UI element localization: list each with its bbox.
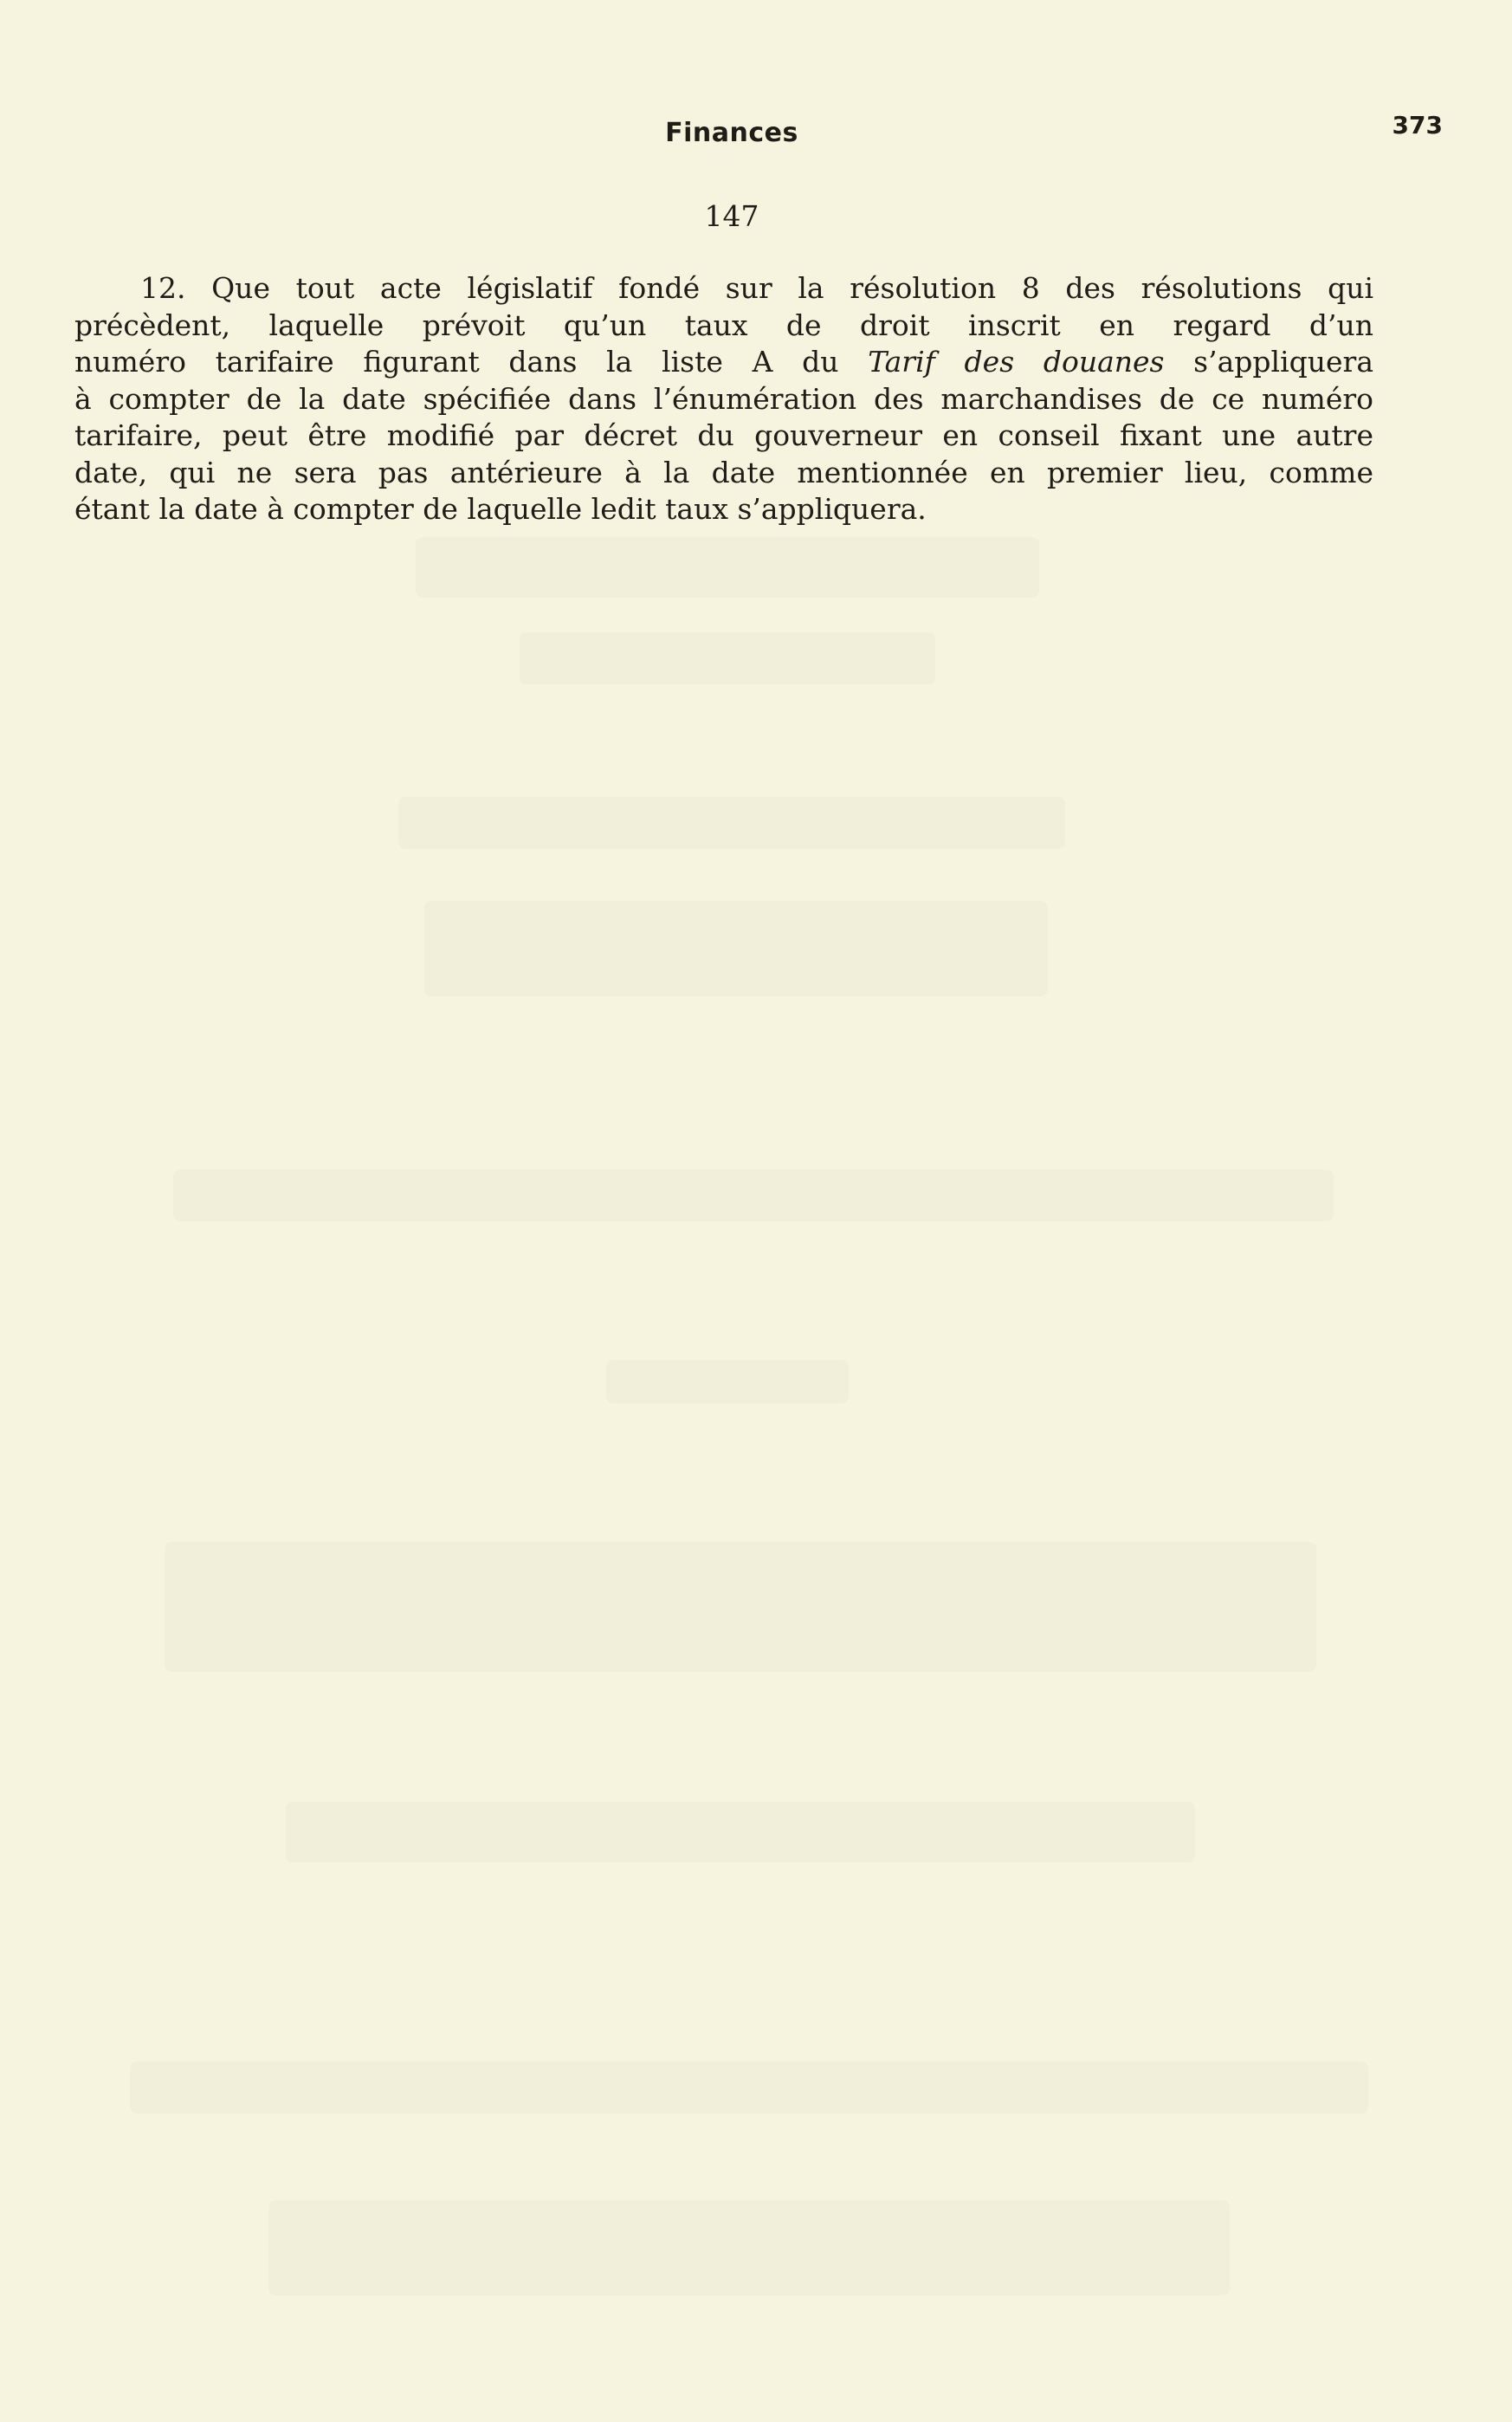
- paragraph-line: précèdent, laquelle prévoit qu’un taux de droit inscrit en regard d’un: [74, 308, 1373, 342]
- page-number: 373: [1392, 111, 1443, 139]
- resolution-paragraph: [74, 270, 1373, 528]
- paragraph-line: à compter de la date spécifiée dans l’énumération des marchandises de ce numéro: [74, 381, 1373, 416]
- paragraph-line: tarifaire, peut être modifié par décret du gouverneur en conseil fixant une autre: [74, 418, 1373, 452]
- paragraph-line: date, qui ne sera pas antérieure à la date mentionnée en premier lieu, comme: [74, 455, 1373, 489]
- paragraph-line-part: s’appliquera: [1164, 345, 1373, 379]
- paragraph-line: 12. Que tout acte législatif fondé sur la résolution 8 des résolutions qui: [140, 271, 1373, 305]
- paragraph-line-part: numéro tarifaire figurant dans la liste A du: [74, 345, 869, 379]
- paragraph-line: [74, 344, 1373, 381]
- italic-title: Tarif des douanes: [868, 345, 1165, 379]
- paragraph-line: étant la date à compter de laquelle ledit taux s’appliquera.: [74, 492, 927, 526]
- running-title: Finances: [665, 118, 798, 148]
- section-number: 147: [704, 199, 759, 233]
